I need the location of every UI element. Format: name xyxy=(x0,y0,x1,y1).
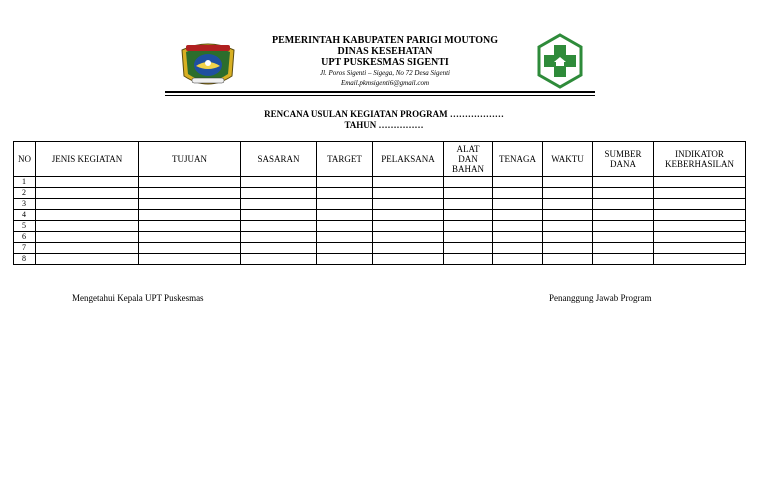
table-cell xyxy=(493,221,543,232)
table-cell xyxy=(36,254,139,265)
column-header xyxy=(654,142,746,177)
table-cell xyxy=(36,243,139,254)
table-cell xyxy=(543,199,593,210)
table-cell xyxy=(139,177,241,188)
table-cell xyxy=(317,188,373,199)
table-cell xyxy=(493,243,543,254)
table-cell xyxy=(373,199,444,210)
title-program: RENCANA USULAN KEGIATAN PROGRAM ……………… xyxy=(264,109,504,119)
table-cell xyxy=(593,221,654,232)
table-cell xyxy=(593,254,654,265)
row-number-cell: 8 xyxy=(14,254,36,265)
letterhead-address: Jl. Poros Sigenti – Sigega, No 72 Desa Sigenti xyxy=(319,69,450,77)
column-header xyxy=(593,142,654,177)
table-cell xyxy=(36,232,139,243)
table-cell xyxy=(493,232,543,243)
table-cell xyxy=(139,199,241,210)
signature-label-pic: Penanggung Jawab Program xyxy=(549,293,652,303)
table-cell xyxy=(241,254,317,265)
table-cell xyxy=(543,210,593,221)
table-cell xyxy=(654,254,746,265)
table-row xyxy=(14,188,746,199)
row-number-cell: 3 xyxy=(14,199,36,210)
table-cell xyxy=(654,243,746,254)
table-cell xyxy=(139,210,241,221)
row-number-cell: 2 xyxy=(14,188,36,199)
table-cell xyxy=(36,177,139,188)
letterhead-department: DINAS KESEHATAN xyxy=(337,46,433,57)
column-header-line: DANA xyxy=(610,159,636,169)
activity-plan-table xyxy=(13,141,746,265)
table-cell xyxy=(593,232,654,243)
table-cell xyxy=(493,254,543,265)
table-cell xyxy=(241,243,317,254)
column-header-line: SUMBER xyxy=(604,149,642,159)
column-header-line: INDIKATOR xyxy=(675,149,724,159)
table-cell xyxy=(593,210,654,221)
column-header-line: SASARAN xyxy=(257,154,300,164)
table-cell xyxy=(241,188,317,199)
table-cell xyxy=(139,221,241,232)
letterhead-unit: UPT PUSKESMAS SIGENTI xyxy=(321,57,449,68)
row-number-cell: 1 xyxy=(14,177,36,188)
table-cell xyxy=(317,232,373,243)
column-header-line: NO xyxy=(18,154,31,164)
table-row xyxy=(14,232,746,243)
table-cell xyxy=(543,177,593,188)
letterhead xyxy=(250,35,520,88)
table-cell xyxy=(493,199,543,210)
table-cell xyxy=(493,177,543,188)
letterhead-government: PEMERINTAH KABUPATEN PARIGI MOUTONG xyxy=(271,35,499,46)
table-cell xyxy=(593,243,654,254)
column-header-line: WAKTU xyxy=(551,154,584,164)
column-header xyxy=(543,142,593,177)
row-number-cell: 6 xyxy=(14,232,36,243)
table-cell xyxy=(317,243,373,254)
table-cell xyxy=(654,177,746,188)
column-header-line: TARGET xyxy=(327,154,362,164)
table-cell xyxy=(317,199,373,210)
table-cell xyxy=(444,254,493,265)
table-cell xyxy=(241,232,317,243)
table-cell xyxy=(317,254,373,265)
letterhead-rule-thin xyxy=(165,95,595,96)
column-header-line: TENAGA xyxy=(499,154,536,164)
table-cell xyxy=(36,188,139,199)
row-number-cell: 5 xyxy=(14,221,36,232)
table-header-row xyxy=(14,142,746,177)
table-cell xyxy=(373,188,444,199)
column-header-line: PELAKSANA xyxy=(381,154,435,164)
column-header xyxy=(317,142,373,177)
table-cell xyxy=(593,188,654,199)
table-cell xyxy=(36,199,139,210)
table-row xyxy=(14,254,746,265)
table-row xyxy=(14,210,746,221)
table-cell xyxy=(139,188,241,199)
table-cell xyxy=(444,243,493,254)
table-cell xyxy=(139,243,241,254)
table-cell xyxy=(543,254,593,265)
column-header-line: DAN xyxy=(458,154,478,164)
table-cell xyxy=(593,177,654,188)
letterhead-email: Email.pkmsigenti6@gmail.com xyxy=(340,79,430,87)
table-cell xyxy=(654,188,746,199)
table-cell xyxy=(654,221,746,232)
table-cell xyxy=(36,210,139,221)
table-cell xyxy=(543,221,593,232)
column-header-line: JENIS KEGIATAN xyxy=(51,154,123,164)
table-cell xyxy=(593,199,654,210)
health-cross-icon xyxy=(537,33,583,89)
table-cell xyxy=(241,210,317,221)
table-cell xyxy=(373,254,444,265)
table-cell xyxy=(373,221,444,232)
table-cell xyxy=(317,210,373,221)
column-header xyxy=(14,142,36,177)
table-cell xyxy=(444,199,493,210)
table-cell xyxy=(493,210,543,221)
table-cell xyxy=(493,188,543,199)
table-row xyxy=(14,221,746,232)
signature-label-head: Mengetahui Kepala UPT Puskesmas xyxy=(72,293,204,303)
table-row xyxy=(14,243,746,254)
table-cell xyxy=(139,254,241,265)
table-row xyxy=(14,177,746,188)
column-header xyxy=(241,142,317,177)
table-cell xyxy=(543,232,593,243)
table-row xyxy=(14,199,746,210)
column-header xyxy=(373,142,444,177)
column-header-line: TUJUAN xyxy=(172,154,207,164)
table-cell xyxy=(373,210,444,221)
table-cell xyxy=(444,177,493,188)
column-header-line: KEBERHASILAN xyxy=(665,159,734,169)
row-number-cell: 4 xyxy=(14,210,36,221)
table-cell xyxy=(36,221,139,232)
table-cell xyxy=(373,177,444,188)
regency-emblem-icon xyxy=(176,36,240,90)
letterhead-rule-thick xyxy=(165,91,595,93)
table-cell xyxy=(241,199,317,210)
column-header xyxy=(493,142,543,177)
column-header-line: BAHAN xyxy=(451,164,484,174)
table-cell xyxy=(317,177,373,188)
column-header xyxy=(444,142,493,177)
table-cell xyxy=(241,221,317,232)
title-year: TAHUN …………… xyxy=(344,120,424,130)
table-cell xyxy=(543,188,593,199)
column-header-line: ALAT xyxy=(456,144,480,154)
table-cell xyxy=(241,177,317,188)
table-cell xyxy=(654,210,746,221)
table-cell xyxy=(543,243,593,254)
table-cell xyxy=(444,232,493,243)
table-cell xyxy=(654,199,746,210)
table-cell xyxy=(139,232,241,243)
table-cell xyxy=(654,232,746,243)
table-cell xyxy=(373,232,444,243)
column-header xyxy=(139,142,241,177)
column-header xyxy=(36,142,139,177)
row-number-cell: 7 xyxy=(14,243,36,254)
table-cell xyxy=(444,221,493,232)
document-title xyxy=(200,109,568,131)
table-cell xyxy=(373,243,444,254)
table-cell xyxy=(444,210,493,221)
table-cell xyxy=(444,188,493,199)
table-cell xyxy=(317,221,373,232)
